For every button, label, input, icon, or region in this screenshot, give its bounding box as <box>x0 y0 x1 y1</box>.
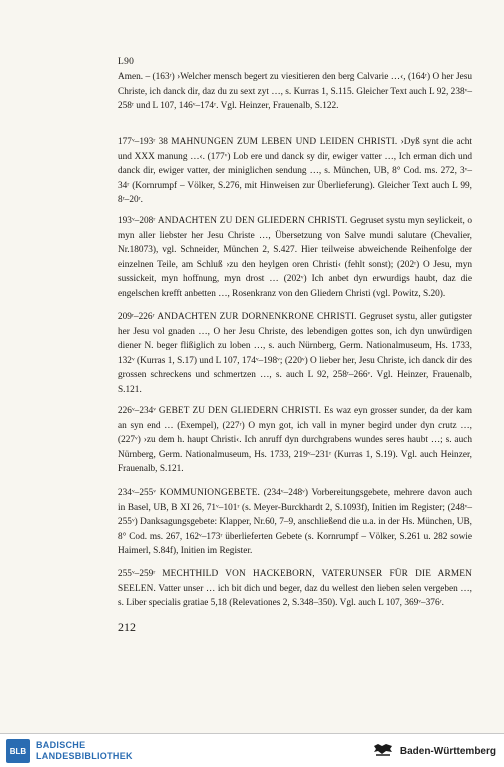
catalog-entry <box>118 214 472 302</box>
entry-text: ›Dyß synt die acht und XXX manung …‹. (177ᵛ) Lob ere und danck sy dir, ewiger vatter …, Ich erman dich und danck dir, ewiger vatter, der miniglichen sendung …, s. München, UB, 8° Cod. ms. 272, 3ᵛ–34ʳ (Kornrumpf – Völker, S.276, mit Hinweisen zur Überlieferung). Gleicher Text auch L 99, 8ʳ–20ʳ. <box>118 137 473 206</box>
state-logo[interactable] <box>372 743 496 759</box>
entry-text: Vatter unser … ich bit dich und beger, daz du wellest den lieben selen vergeben …, s. Liber specialis gratiae 5,18 (Relevationes 2, S.348–350). Vgl. auch L 107, 369ᵛ–376ʳ. <box>118 583 473 609</box>
viewer-footer <box>0 733 504 767</box>
entry-folio-range: 255ᵛ–259ʳ <box>118 569 156 579</box>
entry-title: ANDACHTEN ZUR DORNENKRONE CHRISTI. <box>157 312 357 322</box>
entry-title: GEBET ZU DEN GLIEDERN CHRISTI. <box>158 406 322 416</box>
entry-folio-range: 234ᵛ–255ᵛ <box>118 488 157 498</box>
state-name: Baden-Württemberg <box>399 745 496 757</box>
entry-title: MAHNUNGEN ZUM LEBEN UND LEIDEN CHRISTI. <box>171 137 398 147</box>
entry-text: Gegruset systu, aller gutigster her Jesu vol gnaden …, O her Jesu Christe, des lebendigen gottes son, ich dyn unwürdigen diener N. beger flißiglich zu loben …, s. auch Nürnberg, Germ. Nationalmuseum, Hs. 1733, 132ᵛ (Kurras 1, S.17) und L 107, 174ᵛ–198ᵛ; (220ᵛ) O lieber her, Jesu Christe, ich danck dir des grossen schreckens und schmertzen …, s. auch L 92, 258ʳ–266ᵛ. Vgl. Heinzer, Frauenalb, S.121. <box>118 312 473 395</box>
entry-text: Es waz eyn grosser sunder, da der kam an syn end … (Exempel), (227ʳ) O myn got, ich vall in myner begird under dyn crutz …, (227ᵛ) ›zu dem h. haupt Christi‹. Ich anruff dyn durchgrabens wundes seres haubt …; s. auch Nürnberg, Germ. Nationalmuseum, Hs. 1733, 219ᵛ–231ʳ (Kurras 1, S.19). Vgl. auch Heinzer, Frauenalb, S.121. <box>118 406 472 475</box>
coat-of-arms-icon <box>372 743 394 759</box>
entry-text: Gegruset systu myn seylickeit, o myn aller liebster her Jesu Christe …, Übersetzung von Salve mundi salutare (Chevalier, Nr.18073), vgl. Schneider, München 2, S.427. Hier teilweise abweichende Reihenfolge der einzelnen Teile, am Schluß ›zu den heylgen oren Christi‹ (fehlt sonst); (202ʳ) O Jesu, myn sussickeit, myn hoffnung, myn drost … (202ᵛ) Ich anbet dyn erwurdigs haubt, daz die engelschen krefft anbetten …, Rosenkranz von den Gliedern Christi (vgl. Powitz, S.20). <box>118 216 473 299</box>
library-name <box>36 740 133 762</box>
entry-text: Amen. – (163ʳ) ›Welcher mensch begert zu viesitieren den berg Calvarie …‹, (164ʳ) O her Jesu Christe, ich danck dir, daz du zu sext zyt …, s. Kurras 1, S.115. Gleicher Text auch L 92, 238ᵛ–258ʳ und L 107, 146ᵛ–174ʳ. Vgl. Heinzer, Frauenalb, S.122. <box>118 72 472 112</box>
entry-folio-range: 226ᵛ–234ᵛ <box>118 406 157 416</box>
blb-badge-icon: BLB <box>6 739 30 763</box>
library-logo[interactable] <box>6 739 133 763</box>
entry-folio-range: 177ᵛ–193ʳ 38 <box>118 137 168 147</box>
catalog-entry <box>118 310 472 398</box>
entry-title: KOMMUNIONGEBETE. <box>159 488 261 498</box>
entry-folio-range: 209ʳ–226ʳ <box>118 312 155 322</box>
entry-title: MECHTHILD VON HACKEBORN, VATERUNSER FÜR DIE ARMEN SEELEN. <box>118 569 472 594</box>
entry-folio-range: 193ᵛ–208ʳ <box>118 216 156 226</box>
page-header-label: L90 <box>118 57 135 67</box>
catalog-entry <box>118 486 472 559</box>
library-name-line1: BADISCHE <box>36 740 86 750</box>
entry-title: ANDACHTEN ZU DEN GLIEDERN CHRISTI. <box>157 216 348 226</box>
catalog-entry <box>118 70 472 114</box>
catalog-entry <box>118 404 472 477</box>
catalog-entry <box>118 135 472 208</box>
entry-text: (234ᵛ–248ᵛ) Vorbereitungsgebete, mehrere davon auch in Basel, UB, B XI 26, 71ᵛ–101ʳ (s. Meyer-Burckhardt 2, S.1093f), Initien im Register; (248ᵛ–255ᵛ) Danksagungsgebete: Klapper, Nr.60, 7–9, anschließend die u.a. in der Hs. München, UB, 8° Cod. ms. 267, 162ᵛ–173ʳ überlieferten Gebete (s. Kornrumpf – Völker, S.261 u. 282 sowie Haimerl, S.84f), Initien im Register. <box>118 488 472 557</box>
page-number: 212 <box>118 620 136 634</box>
catalog-entry <box>118 567 472 611</box>
library-name-line2: LANDESBIBLIOTHEK <box>36 751 133 761</box>
